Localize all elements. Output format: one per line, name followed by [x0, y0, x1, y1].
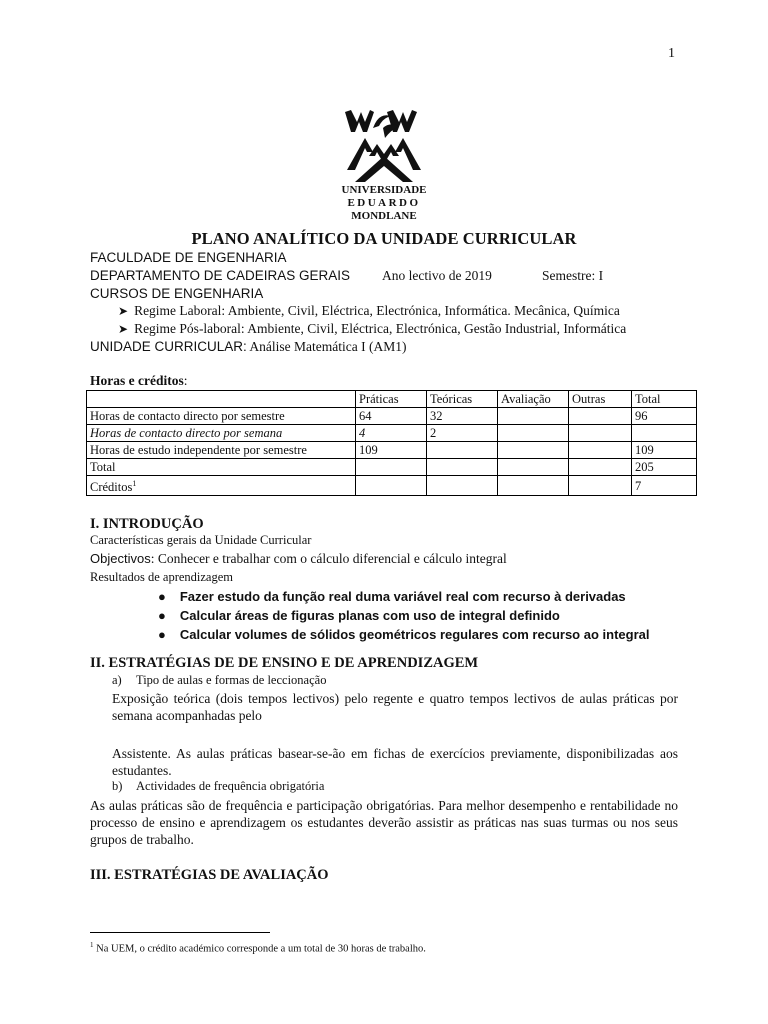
table-cell: 64 [356, 408, 427, 425]
table-cell: Total [87, 459, 356, 476]
faculty: FACULDADE DE ENGENHARIA [90, 250, 287, 265]
arrow-bullet-icon: ➤ [118, 322, 129, 336]
section-strategies-heading: II. ESTRATÉGIAS DE DE ENSINO E DE APRENDIZAGEM [90, 655, 479, 671]
document-title: PLANO ANALÍTICO DA UNIDADE CURRICULAR [191, 229, 577, 248]
table-header: Outras [569, 391, 632, 408]
bullet-icon: ● [158, 627, 166, 642]
table-cell [569, 408, 632, 425]
table-cell [356, 459, 427, 476]
table-row [87, 459, 697, 476]
table-cell [427, 442, 498, 459]
table-row [87, 425, 697, 442]
page-number: 1 [668, 46, 675, 61]
characteristics: Características gerais da Unidade Curricular [90, 533, 312, 547]
courses: CURSOS DE ENGENHARIA [90, 286, 264, 301]
table-cell: 4 [356, 425, 427, 442]
table-cell [427, 476, 498, 496]
table-cell [632, 425, 697, 442]
logo-line-mondlane: MONDLANE [351, 210, 417, 222]
regime-pos-laboral: ➤ Regime Pós-laboral: Ambiente, Civil, Eléctrica, Electrónica, Gestão Industrial, Informática [118, 321, 627, 336]
paragraph: Exposição teórica (dois tempos lectivos) pelo regente e quatro tempos lectivos de aulas práticas por semana acompanhadas pelo [112, 691, 678, 723]
objectives: Objectivos: Conhecer e trabalhar com o cálculo diferencial e cálculo integral [90, 551, 507, 566]
bullet-icon: ● [158, 589, 166, 604]
department: DEPARTAMENTO DE CADEIRAS GERAIS [90, 268, 351, 283]
semester: Semestre: I [542, 268, 604, 283]
arrow-bullet-icon: ➤ [118, 304, 129, 318]
table-row [87, 476, 697, 496]
table-cell: 109 [632, 442, 697, 459]
table-cell [87, 391, 356, 408]
table-header-row [87, 391, 697, 408]
university-logo-icon [343, 108, 425, 184]
footnote-ref: 1 [132, 479, 137, 488]
curricular-unit [90, 339, 407, 355]
table-cell [498, 408, 569, 425]
table-cell: Horas de contacto directo por semestre [87, 408, 356, 425]
table-header: Total [632, 391, 697, 408]
footnote-divider [90, 932, 270, 933]
table-cell: 32 [427, 408, 498, 425]
section-evaluation-heading: III. ESTRATÉGIAS DE AVALIAÇÃO [90, 867, 329, 883]
table-cell [569, 476, 632, 496]
list-item: ● Calcular áreas de figuras planas com uso de integral definido [158, 608, 560, 623]
logo-line-eduardo: EDUARDO [347, 197, 421, 209]
results-label: Resultados de aprendizagem [90, 570, 234, 584]
table-cell [498, 442, 569, 459]
paragraph: As aulas práticas são de frequência e participação obrigatórias. Para melhor desempenho e rentabilidade no processo de ensino e aprendizagem os estudantes deverão assistir as práticas nas suas turmas ou nos seus grupos de trabalho. [90, 798, 678, 847]
item-a: a) Tipo de aulas e formas de leccionação [112, 673, 327, 687]
table-cell [498, 425, 569, 442]
table-header: Avaliação [498, 391, 569, 408]
hours-heading: Horas e créditos: [90, 373, 188, 388]
table-cell [356, 476, 427, 496]
logo-line-universidade: UNIVERSIDADE [341, 184, 427, 196]
curricular-unit-label: UNIDADE CURRICULAR: [90, 339, 247, 354]
table-cell: Horas de estudo independente por semestre [87, 442, 356, 459]
table-cell [427, 459, 498, 476]
table-header: Teóricas [427, 391, 498, 408]
item-b: b) Actividades de frequência obrigatória [112, 779, 325, 793]
section-introduction-heading: I. INTRODUÇÃO [90, 516, 204, 532]
table-row [87, 408, 697, 425]
bullet-icon: ● [158, 608, 166, 623]
table-cell [498, 459, 569, 476]
table-cell [569, 442, 632, 459]
regime-laboral: ➤ Regime Laboral: Ambiente, Civil, Eléctrica, Electrónica, Informática. Mecânica, Química [118, 303, 620, 318]
footnote: $^1$ Na UEM, o crédito académico corresponde a um total de 30 horas de trabalho. [90, 941, 426, 955]
table-cell [498, 476, 569, 496]
curricular-unit-value: Análise Matemática I (AM1) [249, 339, 407, 354]
table-cell: 7 [632, 476, 697, 496]
list-item: ● Calcular volumes de sólidos geométricos regulares com recurso ao integral [158, 627, 650, 642]
table-cell [569, 459, 632, 476]
paragraph: Assistente. As aulas práticas basear-se-ão em fichas de exercícios previamente, disponibilizadas aos estudantes. [112, 746, 678, 778]
academic-year: Ano lectivo de 2019 [382, 268, 492, 283]
table-row [87, 442, 697, 459]
table-cell: Horas de contacto directo por semana [87, 425, 356, 442]
hours-credits-table [86, 390, 697, 496]
list-item: ● Fazer estudo da função real duma variável real com recurso à derivadas [158, 589, 626, 604]
table-cell: 205 [632, 459, 697, 476]
table-cell: Créditos$^1$ [87, 476, 356, 496]
table-header: Práticas [356, 391, 427, 408]
table-cell: 96 [632, 408, 697, 425]
table-cell [569, 425, 632, 442]
table-cell: 2 [427, 425, 498, 442]
table-cell: 109 [356, 442, 427, 459]
